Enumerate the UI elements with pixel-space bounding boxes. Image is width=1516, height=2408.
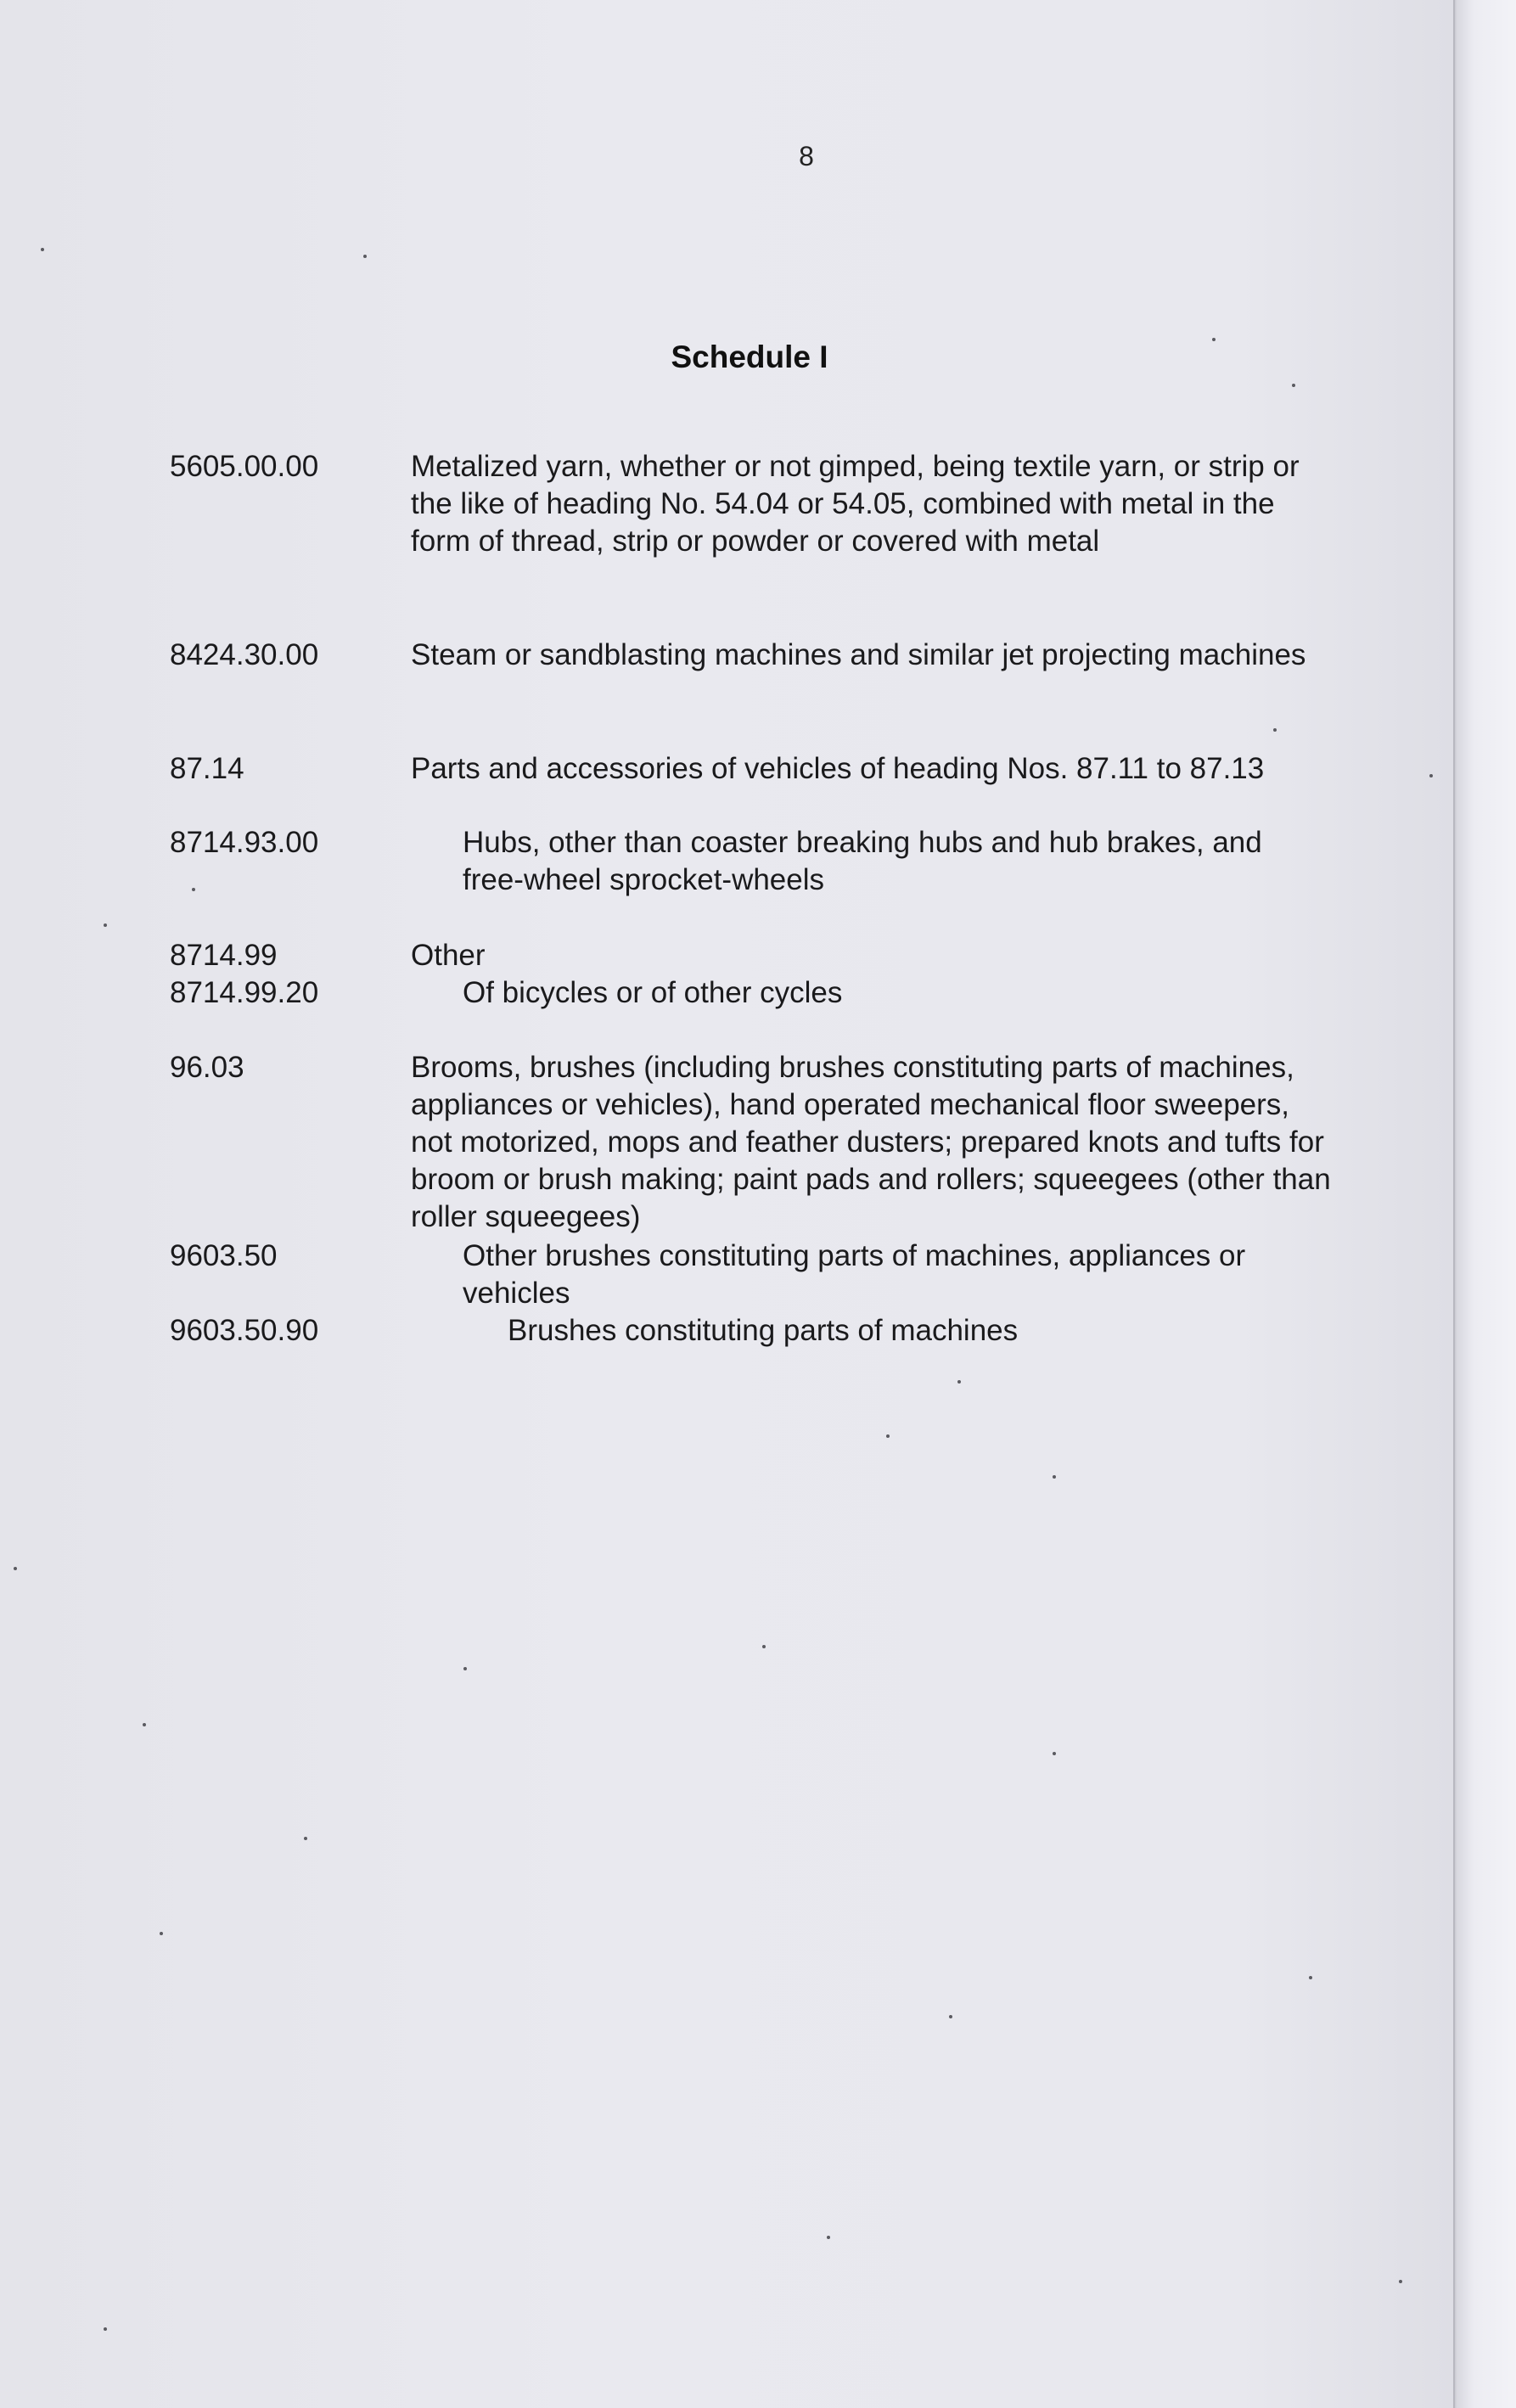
tariff-code: 8714.99.20	[170, 976, 319, 1009]
tariff-description: Hubs, other than coaster breaking hubs and hub brakes, and free-wheel sprocket-wheels	[463, 826, 1262, 896]
scan-speck	[304, 1837, 307, 1840]
scan-speck	[104, 923, 107, 927]
scan-speck	[104, 2327, 107, 2331]
scan-speck	[192, 888, 195, 891]
tariff-code: 9603.50	[170, 1239, 278, 1272]
tariff-description: Brushes constituting parts of machines	[508, 1314, 1019, 1347]
tariff-code: 8714.99	[170, 939, 278, 972]
scan-speck	[957, 1380, 961, 1384]
tariff-code: 87.14	[170, 752, 244, 785]
scan-speck	[1429, 774, 1433, 777]
scan-speck	[827, 2236, 830, 2239]
scan-speck	[886, 1434, 890, 1438]
scan-speck	[160, 1932, 163, 1935]
page-number: 8	[799, 141, 814, 171]
scan-speck	[1399, 2280, 1402, 2283]
tariff-description: Other	[411, 939, 486, 972]
tariff-description: Metalized yarn, whether or not gimped, being textile yarn, or strip or the like of heading No. 54.04 or 54.05, combined with metal in the form of thread, strip or powder or covered with metal	[411, 450, 1300, 558]
tariff-code: 8424.30.00	[170, 638, 319, 671]
scan-speck	[143, 1723, 146, 1726]
tariff-code: 9603.50.90	[170, 1314, 319, 1347]
scan-speck	[1309, 1976, 1312, 1979]
tariff-code: 5605.00.00	[170, 450, 319, 483]
tariff-description: Parts and accessories of vehicles of heading Nos. 87.11 to 87.13	[411, 752, 1265, 785]
scan-speck	[1053, 1475, 1056, 1479]
tariff-description: Of bicycles or of other cycles	[463, 976, 843, 1009]
tariff-code: 96.03	[170, 1051, 244, 1084]
tariff-description: Brooms, brushes (including brushes constituting parts of machines, appliances or vehicles), hand operated mechanical floor sweepers, not motorized, mops and feather dusters; prepared knots and tufts for broom or brush making; paint pads and rollers; squeegees (other than roller squeegees)	[411, 1051, 1331, 1233]
tariff-description: Other brushes constituting parts of machines, appliances or vehicles	[463, 1239, 1246, 1310]
scan-speck	[949, 2015, 952, 2018]
scan-speck	[762, 1645, 766, 1648]
scan-speck	[1053, 1752, 1056, 1755]
adjacent-page-edge	[1453, 0, 1516, 2408]
scan-speck	[1273, 728, 1277, 732]
scan-speck	[463, 1667, 467, 1670]
tariff-description: Steam or sandblasting machines and similar jet projecting machines	[411, 638, 1306, 671]
scan-speck	[1212, 338, 1216, 341]
scan-speck	[41, 248, 44, 251]
tariff-code: 8714.93.00	[170, 826, 319, 859]
scan-speck	[1292, 384, 1295, 387]
scan-speck	[14, 1567, 17, 1570]
schedule-heading: Schedule I	[671, 340, 828, 374]
scan-speck	[363, 255, 367, 258]
